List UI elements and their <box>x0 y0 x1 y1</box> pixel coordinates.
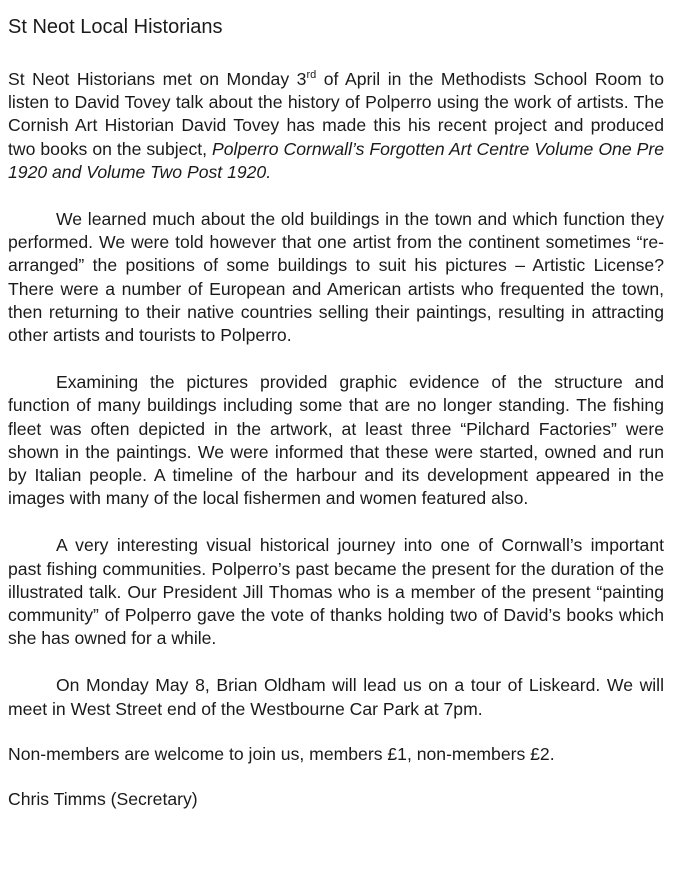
page-title: St Neot Local Historians <box>8 16 223 38</box>
document-page <box>8 14 664 811</box>
intro-text-start: St Neot Historians met on Monday 3 <box>8 69 307 89</box>
paragraph-meeting-intro <box>8 68 664 184</box>
paragraph-buildings: We learned much about the old buildings in the town and which function they performed. We were told however that one artist from the continent sometimes “re-arranged” the positions of some buildings to suit his pictures – Artistic License? There were a number of European and American artists who frequented the town, then returning to their native countries selling their paintings, resulting in attracting other artists and tourists to Polperro. <box>8 209 664 346</box>
book-titles: Polperro Cornwall’s Forgotten Art Centre Volume One Pre 1920 and Volume Two Post 1920. <box>8 138 664 182</box>
paragraph-membership: Non-members are welcome to join us, members £1, non-members £2. <box>8 743 555 764</box>
paragraph-journey: A very interesting visual historical journey into one of Cornwall’s important past fishing communities. Polperro’s past became the present for the duration of the illustrated talk. Our President Jill Thomas who is a member of the present “painting community” of Polperro gave the vote of thanks holding two of David’s books which she has owned for a while. <box>8 535 664 649</box>
signature: Chris Timms (Secretary) <box>8 789 198 810</box>
paragraph-next-meeting: On Monday May 8, Brian Oldham will lead us on a tour of Liskeard. We will meet in West Street end of the Westbourne Car Park at 7pm. <box>8 675 664 719</box>
paragraph-pictures: Examining the pictures provided graphic evidence of the structure and function of many buildings including some that are no longer standing. The fishing fleet was often depicted in the artwork, at least three “Pilchard Factories” were shown in the paintings. We were informed that these were started, owned and run by Italian people. A timeline of the harbour and its development appeared in the images with many of the local fishermen and women featured also. <box>8 372 664 509</box>
intro-text-middle: of April in the Methodists School Room to listen to David Tovey talk about the history of Polperro using the work of artists. The Cornish Art Historian David Tovey has made this his recent project and produced two books on the subject, <box>8 69 664 159</box>
date-ordinal-suffix: rd <box>306 69 317 82</box>
